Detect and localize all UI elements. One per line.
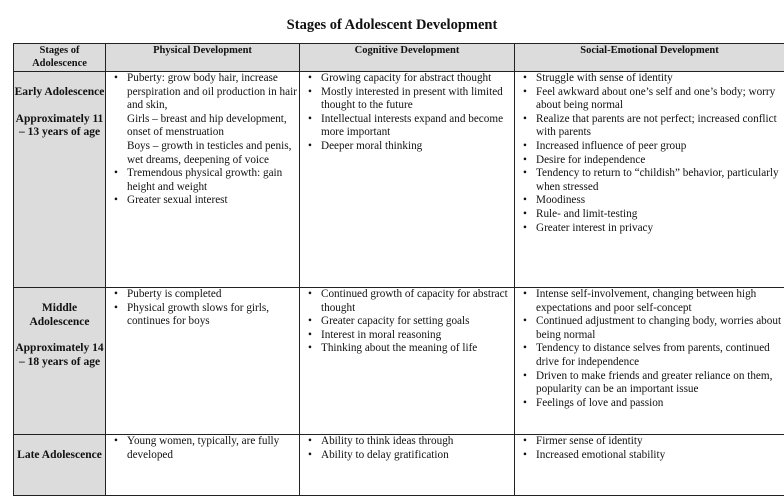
- list-item: • Feel awkward about one’s self and one’s body; worry about being normal: [536, 86, 784, 113]
- physical-list: [106, 288, 299, 329]
- list-item: • Intellectual interests expand and become more important: [321, 113, 514, 140]
- header-stages: Stages of Adolescence: [14, 44, 106, 72]
- list-item: • Greater interest in privacy: [536, 222, 784, 236]
- social-cell: [515, 288, 784, 435]
- social-list: [515, 435, 784, 462]
- list-item: • Greater sexual interest: [127, 194, 299, 208]
- social-list: [515, 288, 784, 410]
- list-item: • Young women, typically, are fully developed: [127, 435, 299, 462]
- list-item: • Struggle with sense of identity: [536, 72, 784, 86]
- table-row: [14, 72, 784, 288]
- list-item: • Tendency to return to “childish” behavior, particularly when stressed: [536, 167, 784, 194]
- stage-name: Early Adolescence: [14, 72, 105, 100]
- list-item: • Continued growth of capacity for abstract thought: [321, 288, 514, 315]
- social-cell: [515, 435, 784, 496]
- list-item: • Feelings of love and passion: [536, 397, 784, 411]
- list-item: • Intense self-involvement, changing between high expectations and poor self-concept: [536, 288, 784, 315]
- stage-name: Late Adolescence: [14, 435, 105, 463]
- header-cognitive: Cognitive Development: [300, 44, 515, 72]
- stage-cell: [14, 435, 106, 496]
- list-item: • Mostly interested in present with limited thought to the future: [321, 86, 514, 113]
- list-item: • Physical growth slows for girls, continues for boys: [127, 302, 299, 329]
- stage-cell: [14, 288, 106, 435]
- list-item: • Firmer sense of identity: [536, 435, 784, 449]
- list-item: • Tremendous physical growth: gain height and weight: [127, 167, 299, 194]
- list-item: • Thinking about the meaning of life: [321, 342, 514, 356]
- header-social: Social-Emotional Development: [515, 44, 784, 72]
- list-item: • Ability to think ideas through: [321, 435, 514, 449]
- list-item: • Rule- and limit-testing: [536, 208, 784, 222]
- list-item: Boys – growth in testicles and penis, wet dreams, deepening of voice: [127, 140, 299, 167]
- list-item: • Moodiness: [536, 194, 784, 208]
- cognitive-cell: [300, 435, 515, 496]
- cognitive-list: [300, 72, 514, 154]
- list-item: • Increased emotional stability: [536, 449, 784, 463]
- list-item: • Desire for independence: [536, 154, 784, 168]
- list-item: Girls – breast and hip development, onset of menstruation: [127, 113, 299, 140]
- stage-age: Approximately 11 – 13 years of age: [14, 113, 105, 140]
- list-item: • Puberty: grow body hair, increase perspiration and oil production in hair and skin,: [127, 72, 299, 113]
- header-physical: Physical Development: [106, 44, 300, 72]
- stage-name: Middle Adolescence: [14, 288, 105, 329]
- list-item: • Tendency to distance selves from parents, continued drive for independence: [536, 342, 784, 369]
- list-item: • Realize that parents are not perfect; increased conflict with parents: [536, 113, 784, 140]
- table-row: [14, 288, 784, 435]
- document-title: Stages of Adolescent Development: [0, 17, 784, 34]
- social-cell: [515, 72, 784, 288]
- list-item: • Growing capacity for abstract thought: [321, 72, 514, 86]
- social-list: [515, 72, 784, 235]
- list-item: • Continued adjustment to changing body, worries about being normal: [536, 315, 784, 342]
- physical-cell: [106, 72, 300, 288]
- list-item: • Ability to delay gratification: [321, 449, 514, 463]
- cognitive-list: [300, 288, 514, 356]
- physical-cell: [106, 435, 300, 496]
- physical-cell: [106, 288, 300, 435]
- list-item: • Increased influence of peer group: [536, 140, 784, 154]
- list-item: • Interest in moral reasoning: [321, 329, 514, 343]
- list-item: • Driven to make friends and greater reliance on them, popularity can be an important issue: [536, 370, 784, 397]
- list-item: • Greater capacity for setting goals: [321, 315, 514, 329]
- list-item: • Deeper moral thinking: [321, 140, 514, 154]
- physical-list: [106, 435, 299, 462]
- development-table: [13, 43, 784, 496]
- cognitive-cell: [300, 72, 515, 288]
- stage-cell: [14, 72, 106, 288]
- cognitive-list: [300, 435, 514, 462]
- stage-age: Approximately 14 – 18 years of age: [14, 342, 105, 369]
- cognitive-cell: [300, 288, 515, 435]
- physical-list: [106, 72, 299, 208]
- list-item: • Puberty is completed: [127, 288, 299, 302]
- table-row: [14, 435, 784, 496]
- header-row: [14, 44, 784, 72]
